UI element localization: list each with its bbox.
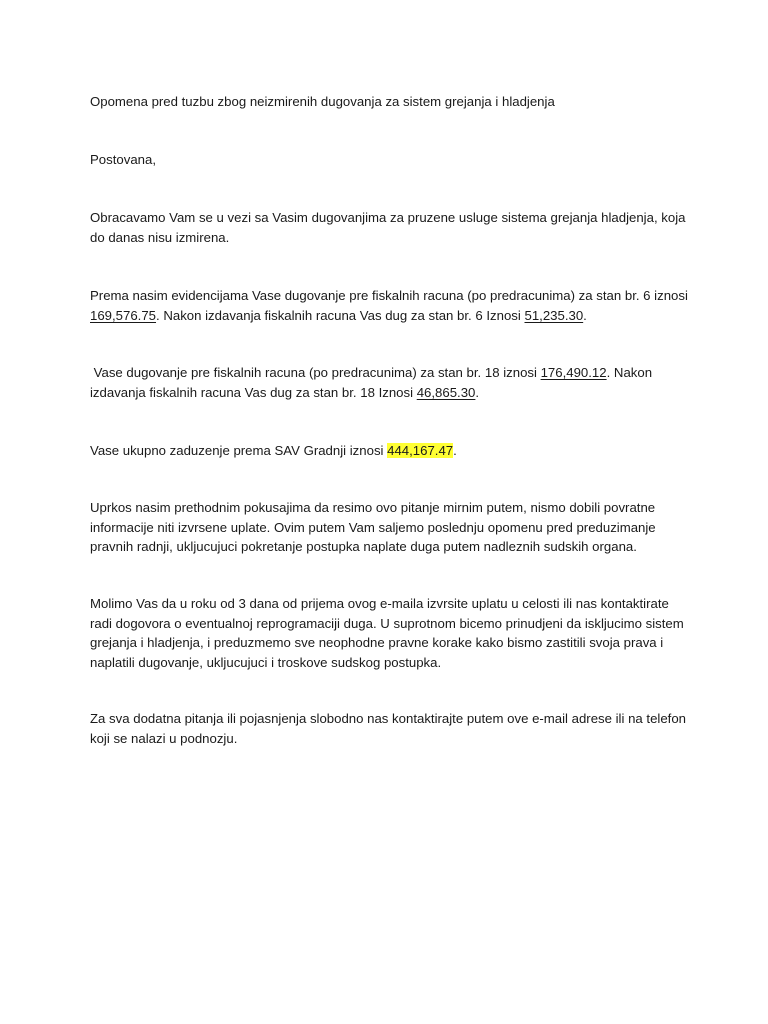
amount-fiscal-apt6: 51,235.30: [524, 307, 584, 323]
paragraph-apartment-6: [90, 286, 690, 325]
amount-fiscal-apt18: 46,865.30: [416, 384, 476, 400]
text-segment: Prema nasim evidencijama Vase dugovanje pre fiskalnih racuna (po predracunima) za stan br. 6 iznosi: [90, 288, 688, 303]
paragraph-apartment-18: [90, 363, 690, 402]
text-segment: .: [453, 443, 457, 458]
paragraph-payment-request: Molimo Vas da u roku od 3 dana od prijema ovog e-maila izvrsite uplatu u celosti ili nas kontaktirate radi dogovora o eventualnoj reprogramaciji duga. U suprotnom bicemo prinudjeni da iskljucimo sistem grejanja i hladjenja, i preduzmemo sve neophodne pravne korake kako bismo zastitili svoja prava i naplatili dugovanje, ukljucujuci i troskove sudskog postupka.: [90, 596, 684, 670]
letter-subject: Opomena pred tuzbu zbog neizmirenih dugovanja za sistem grejanja i hladjenja: [90, 94, 555, 109]
text-segment: . Nakon izdavanja fiskalnih racuna Vas dug za stan br. 18 Iznosi: [90, 365, 653, 400]
text-segment: .: [583, 307, 587, 323]
letter-salutation: Postovana,: [90, 152, 156, 167]
text-segment: Vase ukupno zaduzenje prema SAV Gradnji iznosi: [90, 443, 388, 458]
amount-preinvoice-apt18: 176,490.12: [540, 365, 607, 380]
paragraph-final-warning: Uprkos nasim prethodnim pokusajima da resimo ovo pitanje mirnim putem, nismo dobili povratne informacije niti izvrsene uplate. Ovim putem Vam saljemo poslednju opomenu pred preduzimanje pravnih radnji, ukljucujuci pokretanje postupka naplate duga putem nadleznih sudskih organa.: [90, 500, 656, 554]
paragraph-intro: Obracavamo Vam se u vezi sa Vasim dugovanjima za pruzene usluge sistema grejanja hladjenja, koja do danas nisu izmirena.: [90, 210, 686, 245]
amount-preinvoice-apt6: 169,576.75: [90, 307, 157, 323]
total-debt-amount: 444,167.47: [387, 443, 454, 458]
text-segment: Vase dugovanje pre fiskalnih racuna (po predracunima) za stan br. 18 iznosi: [90, 365, 541, 380]
paragraph-contact: Za sva dodatna pitanja ili pojasnjenja slobodno nas kontaktirajte putem ove e-mail adrese ili na telefon koji se nalazi u podnozju.: [90, 711, 687, 746]
text-segment: .: [475, 384, 480, 400]
text-segment: . Nakon izdavanja fiskalnih racuna Vas dug za stan br. 6 Iznosi: [156, 307, 525, 323]
paragraph-total-debt: [90, 441, 690, 461]
